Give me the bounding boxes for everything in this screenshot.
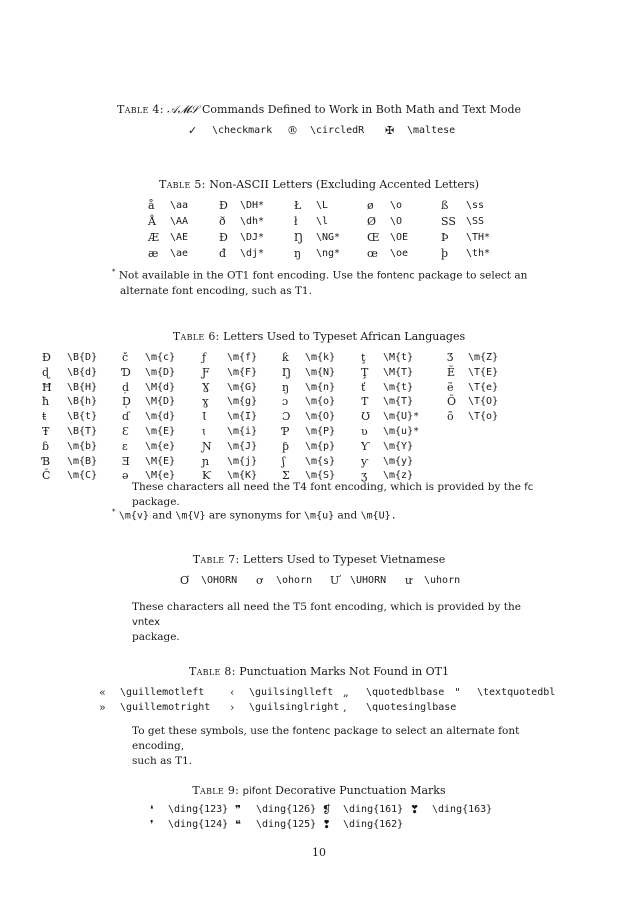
- command: \m{u}*: [383, 426, 420, 437]
- command: \m{c}: [145, 352, 176, 363]
- symbol: ḍ: [122, 380, 130, 394]
- command: \checkmark: [212, 125, 273, 136]
- symbol: Õ: [447, 395, 457, 409]
- command: \M{t}: [383, 352, 414, 363]
- command: \m{Z}: [468, 352, 499, 363]
- command: \T{o}: [468, 411, 499, 423]
- table-label: Table 8:: [188, 665, 236, 678]
- note-line: package.: [132, 631, 180, 643]
- command: \TH*: [466, 232, 491, 243]
- symbol: ❡: [322, 803, 332, 816]
- command: \B{H}: [67, 381, 98, 393]
- table-6-footnote: [112, 505, 532, 524]
- symbol: Ẽ: [447, 365, 456, 379]
- table-title: Commands Defined to Work in Both Math and Text Mode: [201, 103, 522, 116]
- command: \guilsinglright: [249, 702, 340, 713]
- table-title: Decorative Punctuation Marks: [275, 784, 446, 797]
- symbol: ʒ: [361, 469, 368, 483]
- symbol: ‹: [230, 686, 235, 699]
- symbol: æ: [148, 247, 159, 260]
- command: \m{U}.: [360, 510, 397, 522]
- symbol: Ð: [219, 199, 228, 212]
- command: \m{P}: [305, 426, 336, 437]
- symbol: ‚: [343, 701, 347, 714]
- command: \dh*: [240, 216, 265, 227]
- command: \B{t}: [67, 411, 98, 423]
- symbol: ❣: [410, 803, 420, 816]
- command: \L: [316, 200, 329, 211]
- command: \ding{161}: [343, 804, 404, 815]
- command: \ding{124}: [168, 819, 229, 830]
- table-label: Table 9:: [192, 784, 240, 797]
- symbol: ħ: [42, 395, 50, 409]
- table-label: Table 6:: [172, 330, 220, 343]
- symbol: ø: [367, 199, 374, 212]
- command: \DJ*: [240, 232, 265, 243]
- package-name: fontenc: [292, 726, 331, 737]
- ams-logo: 𝒜𝓜𝒮: [167, 103, 199, 116]
- note-text: package to select an alternate font encoding,: [132, 725, 520, 752]
- symbol: Ɓ: [42, 454, 51, 468]
- symbol: »: [99, 701, 106, 714]
- symbol: ›: [230, 701, 235, 714]
- symbol: Ɖ: [42, 351, 51, 364]
- symbol: Ŋ: [294, 231, 304, 244]
- table-8-caption: [0, 665, 638, 678]
- command: \ss: [466, 200, 485, 211]
- symbol: Ħ: [42, 380, 52, 394]
- symbol: Å: [148, 215, 156, 228]
- symbol: ɖ: [42, 365, 50, 379]
- table-8-note: [132, 724, 532, 769]
- command: \m{N}: [305, 366, 336, 378]
- note-line: such as T1.: [132, 755, 193, 767]
- command: \M{d}: [145, 381, 176, 393]
- symbol: ɗ: [122, 410, 130, 424]
- command: \dj*: [240, 248, 265, 259]
- symbol: Ø: [367, 215, 377, 228]
- symbol: ❜: [150, 818, 154, 831]
- command: \m{B}: [67, 455, 98, 467]
- table-4-caption: [0, 103, 638, 117]
- symbol: ": [455, 686, 461, 699]
- command: \m{p}: [305, 440, 336, 452]
- symbol: ɲ: [202, 454, 210, 468]
- command: \oe: [390, 248, 409, 259]
- command: \m{k}: [305, 352, 336, 363]
- command: \uhorn: [424, 575, 461, 586]
- command: \DH*: [240, 200, 265, 211]
- command: \maltese: [407, 125, 456, 136]
- table-title: Non-ASCII Letters (Excluding Accented Letters): [209, 178, 480, 191]
- footnote-text: and: [152, 509, 173, 522]
- command: \m{Y}: [383, 440, 414, 452]
- command: \m{G}: [227, 381, 258, 393]
- command: \m{C}: [67, 470, 98, 482]
- command: \AA: [170, 216, 189, 227]
- symbol: Œ: [367, 231, 380, 244]
- symbol: «: [99, 686, 106, 699]
- note-text: To get these symbols, use the: [132, 725, 290, 737]
- symbol: Ʃ: [282, 469, 290, 483]
- symbol: ə: [122, 469, 129, 483]
- command: \m{F}: [227, 366, 258, 378]
- footnote-text: package to select an: [418, 269, 528, 282]
- command: \m{n}: [305, 381, 336, 393]
- command: \m{I}: [227, 411, 258, 423]
- symbol: ŧ: [42, 410, 47, 424]
- command: \m{v}: [118, 510, 149, 522]
- command: \m{z}: [383, 470, 414, 482]
- symbol: ẽ: [447, 380, 454, 394]
- symbol: Ƙ: [202, 469, 211, 483]
- command: \m{O}: [305, 411, 336, 423]
- table-title: Letters Used to Typeset Vietnamese: [243, 553, 446, 566]
- symbol: Æ: [148, 231, 160, 244]
- command: \ae: [170, 248, 189, 259]
- command: \m{K}: [227, 470, 258, 482]
- command: \guillemotright: [120, 702, 211, 713]
- command: \m{f}: [227, 352, 258, 363]
- table-5-caption: [0, 178, 638, 191]
- table-title: Letters Used to Typeset African Languages: [223, 330, 466, 343]
- command: \ding{126}: [256, 804, 317, 815]
- symbol: ɛ: [122, 439, 128, 453]
- symbol: ƒ: [202, 351, 207, 364]
- symbol: Ƒ: [202, 365, 210, 379]
- command: \ng*: [316, 248, 341, 259]
- symbol: Ɣ: [202, 380, 210, 394]
- footnote-mark: *: [112, 268, 116, 276]
- footnote-text: are synonyms for: [208, 509, 301, 522]
- symbol: ơ: [256, 574, 263, 587]
- command: \m{V}: [175, 510, 206, 522]
- symbol: Ŋ: [282, 365, 292, 379]
- symbol: ʃ: [282, 454, 285, 468]
- package-name: fontenc: [376, 270, 415, 282]
- symbol: þ: [441, 247, 449, 260]
- symbol: đ: [219, 247, 227, 260]
- symbol: Ḍ: [122, 395, 131, 409]
- symbol: ť: [361, 380, 366, 394]
- command: \OE: [390, 232, 409, 243]
- symbol: Ŧ: [42, 425, 50, 438]
- command: \M{T}: [383, 366, 414, 378]
- command: \ding{163}: [432, 804, 493, 815]
- symbol: Ǝ: [122, 454, 131, 468]
- table-label: Table 4:: [116, 103, 164, 116]
- command: \ding{123}: [168, 804, 229, 815]
- symbol: Ɲ: [202, 439, 212, 453]
- command: \quotedblbase: [366, 687, 445, 698]
- symbol: ɣ: [202, 395, 209, 409]
- command: \guillemotleft: [120, 687, 205, 698]
- symbol: „: [343, 686, 349, 699]
- note-text: package.: [132, 496, 180, 508]
- symbol: ƥ: [282, 439, 290, 453]
- command: \m{b}: [67, 440, 98, 452]
- command: \textquotedbl: [477, 687, 556, 698]
- command: \B{D}: [67, 352, 98, 363]
- symbol: ư: [405, 574, 413, 587]
- command: \o: [390, 200, 403, 211]
- command: \O: [390, 216, 403, 227]
- symbol: ɔ: [282, 395, 289, 409]
- command: \SS: [466, 216, 485, 227]
- table-6-caption: [0, 330, 638, 343]
- symbol: ❛: [150, 803, 154, 816]
- command: \UHORN: [350, 575, 387, 586]
- command: \m{S}: [305, 470, 336, 482]
- command: \m{g}: [227, 396, 258, 408]
- symbol: ɓ: [42, 439, 50, 453]
- package-name: pifont: [242, 786, 272, 797]
- footnote-mark: *: [112, 508, 116, 516]
- page-number: 10: [312, 846, 326, 859]
- command: \B{T}: [67, 426, 98, 437]
- table-7-note: [132, 600, 532, 645]
- command: \ohorn: [276, 575, 313, 586]
- symbol: ƴ: [361, 454, 369, 468]
- command: \T{e}: [468, 381, 499, 393]
- symbol: Č: [42, 469, 51, 483]
- symbol: ❞: [235, 803, 241, 816]
- command: \m{i}: [227, 426, 258, 437]
- table-title: Punctuation Marks Not Found in OT1: [239, 665, 450, 678]
- command: \NG*: [316, 232, 341, 243]
- command: \AE: [170, 232, 189, 243]
- command: \T{E}: [468, 366, 499, 378]
- command: \B{h}: [67, 396, 98, 408]
- table-label: Table 5:: [158, 178, 206, 191]
- symbol: č: [122, 351, 129, 364]
- command: \m{d}: [145, 411, 176, 423]
- command: \circledR: [310, 125, 365, 136]
- symbol: ß: [441, 199, 449, 212]
- command: \guilsinglleft: [249, 687, 334, 698]
- command: \l: [316, 216, 329, 227]
- symbol: SS: [441, 215, 456, 228]
- command: \m{t}: [383, 381, 414, 393]
- symbol: Ơ: [180, 574, 190, 587]
- table-7-caption: [0, 553, 638, 566]
- command: \m{o}: [305, 396, 336, 408]
- command: \B{d}: [67, 366, 98, 378]
- symbol: ®: [287, 124, 298, 137]
- symbol: ð: [219, 215, 226, 228]
- command: \m{J}: [227, 440, 258, 452]
- command: \ding{125}: [256, 819, 317, 830]
- symbol: Ɛ: [122, 425, 129, 438]
- symbol: Ƭ: [361, 395, 369, 409]
- symbol: ŋ: [294, 247, 302, 260]
- command: \m{E}: [145, 426, 176, 437]
- symbol: ❝: [235, 818, 241, 831]
- command: \quotesinglbase: [366, 702, 457, 713]
- command: \OHORN: [201, 575, 238, 586]
- symbol: Ƥ: [282, 425, 290, 438]
- symbol: ✠: [385, 124, 395, 137]
- symbol: Ʒ: [447, 351, 454, 364]
- command: \m{T}: [383, 396, 414, 408]
- footnote-text: Not available in the OT1 font encoding. Use the: [118, 269, 374, 282]
- symbol: Þ: [441, 231, 449, 244]
- symbol: ł: [294, 215, 298, 228]
- command: \M{D}: [145, 396, 176, 408]
- symbol: å: [148, 199, 155, 212]
- table-9-caption: [0, 784, 638, 797]
- footnote-line: alternate font encoding, such as T1.: [120, 284, 312, 297]
- command: \m{j}: [227, 455, 258, 467]
- command: \aa: [170, 200, 189, 211]
- command: \m{y}: [383, 455, 414, 467]
- table-5-footnote: [112, 265, 532, 299]
- symbol: œ: [367, 247, 378, 260]
- symbol: ţ: [361, 351, 366, 364]
- symbol: ƙ: [282, 351, 289, 364]
- note-text: These characters all need the T5 font encoding, which is provided by the: [132, 601, 521, 613]
- command: \m{u}: [304, 510, 335, 522]
- command: \T{O}: [468, 396, 499, 408]
- symbol: ʋ: [361, 425, 368, 438]
- note-text: These characters all need the T4 font encoding, which is provided by the: [132, 481, 521, 493]
- symbol: ❢: [322, 818, 332, 831]
- symbol: Đ: [219, 231, 228, 244]
- symbol: Ʊ: [361, 410, 371, 424]
- table-label: Table 7:: [192, 553, 240, 566]
- symbol: Ţ: [361, 365, 369, 379]
- symbol: Ɔ: [282, 410, 291, 424]
- package-name: vntex: [132, 617, 161, 628]
- command: \M{e}: [145, 470, 176, 482]
- footnote-text: and: [337, 509, 358, 522]
- symbol: ✓: [188, 124, 198, 137]
- command: \m{s}: [305, 455, 336, 467]
- symbol: ŋ: [282, 380, 290, 394]
- symbol: õ: [447, 410, 454, 424]
- command: \m{D}: [145, 366, 176, 378]
- symbol: Ɗ: [122, 365, 131, 379]
- command: \ding{162}: [343, 819, 404, 830]
- command: \m{U}*: [383, 411, 420, 423]
- symbol: Ɩ: [202, 410, 207, 424]
- package-name: fc: [524, 482, 534, 493]
- command: \th*: [466, 248, 491, 259]
- symbol: Ư: [330, 574, 340, 587]
- command: \M{E}: [145, 455, 176, 467]
- symbol: Ƴ: [361, 439, 370, 453]
- symbol: Ł: [294, 199, 302, 212]
- command: \m{e}: [145, 440, 176, 452]
- symbol: ɩ: [202, 425, 207, 438]
